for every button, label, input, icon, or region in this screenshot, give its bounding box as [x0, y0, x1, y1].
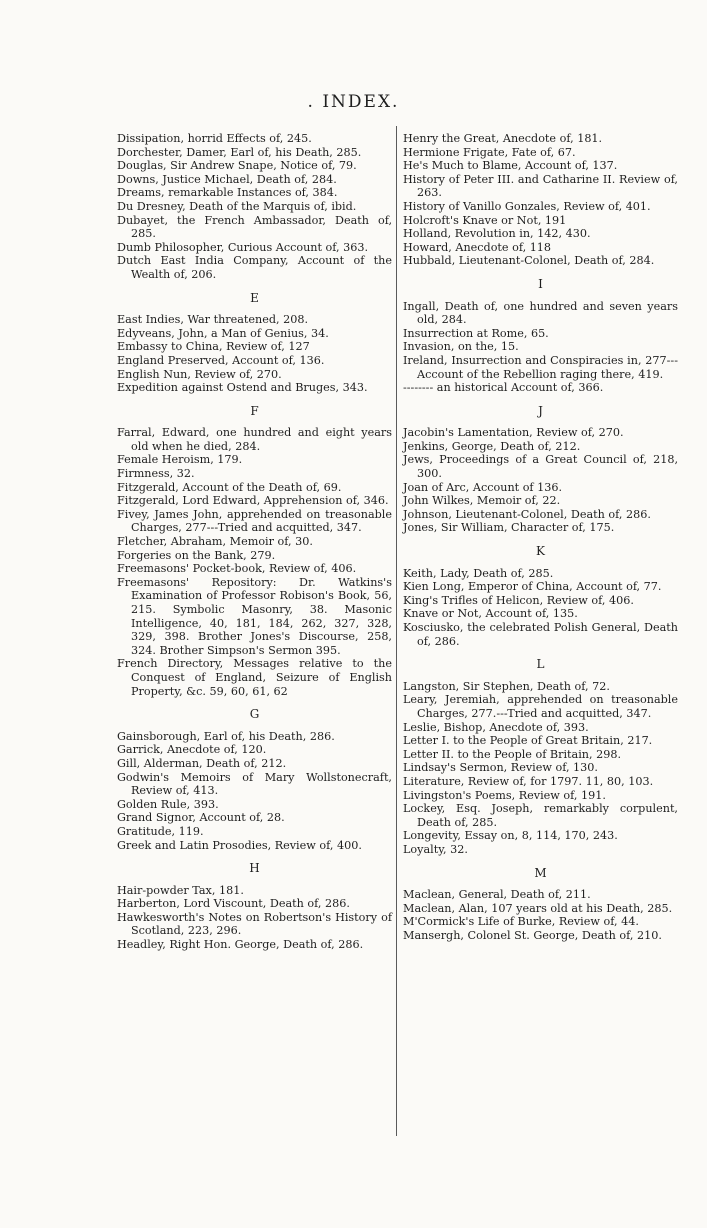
index-entry: Expedition against Ostend and Bruges, 343. — [117, 381, 368, 395]
index-entry: East Indies, War threatened, 208. — [117, 313, 309, 327]
index-entry: King's Trifles of Helicon, Review of, 406. — [403, 593, 634, 607]
section-letter: E — [250, 290, 259, 305]
index-entry: Kosciusko, the celebrated Polish General, Death of, 286. — [403, 621, 678, 648]
index-entry: Golden Rule, 393. — [117, 797, 219, 811]
index-entry: Jews, Proceedings of a Great Council of, 218, 300. — [403, 453, 678, 481]
index-entry: Freemasons' Pocket-book, Review of, 406. — [117, 562, 357, 576]
index-entry: Dubayet, the French Ambassador, Death of, 285. — [117, 213, 392, 241]
index-entry: Gill, Alderman, Death of, 212. — [117, 756, 287, 770]
index-entry: M'Cormick's Life of Burke, Review of, 44. — [403, 915, 639, 929]
index-entry: Headley, Right Hon. George, Death of, 286. — [117, 938, 364, 952]
index-entry: Holcroft's Knave or Not, 191 — [403, 213, 567, 227]
section-letter: I — [538, 276, 543, 291]
index-entry: Douglas, Sir Andrew Snape, Notice of, 79. — [117, 159, 357, 173]
index-entry: Female Heroism, 179. — [117, 453, 243, 467]
index-entry: Jenkins, George, Death of, 212. — [403, 439, 581, 453]
index-entry: Ingall, Death of, one hundred and seven years old, 284. — [403, 299, 678, 327]
index-entry: Fletcher, Abraham, Memoir of, 30. — [117, 535, 313, 549]
index-entry: History of Vanillo Gonzales, Review of, 401. — [403, 199, 651, 213]
index-entry: Dutch East India Company, Account of the Wealth of, 206. — [117, 254, 392, 281]
index-entry: Fitzgerald, Lord Edward, Apprehension of, 346. — [117, 494, 389, 508]
section-letter: H — [249, 861, 260, 876]
index-entry: Godwin's Memoirs of Mary Wollstonecraft, Review of, 413. — [117, 770, 392, 798]
index-entry: Knave or Not, Account of, 135. — [403, 607, 578, 621]
section-letter: K — [536, 544, 545, 559]
index-entry: Forgeries on the Bank, 279. — [117, 548, 276, 562]
index-entry: Grand Signor, Account of, 28. — [117, 811, 285, 825]
index-entry: English Nun, Review of, 270. — [117, 367, 282, 381]
index-entry: Langston, Sir Stephen, Death of, 72. — [403, 679, 610, 693]
section-letter: F — [250, 403, 259, 418]
index-entry: Edyveans, John, a Man of Genius, 34. — [117, 326, 329, 340]
index-entry: History of Peter III. and Catharine II. Review of, 263. — [403, 172, 678, 200]
index-entry: Lindsay's Sermon, Review of, 130. — [403, 761, 598, 775]
index-entry: -------- an historical Account of, 366. — [403, 381, 604, 395]
index-entry: Lockey, Esq. Joseph, remarkably corpulent, Death of, 285. — [403, 802, 678, 829]
index-entry: Ireland, Insurrection and Conspiracies in, 277---Account of the Rebellion raging there, 419. — [403, 353, 678, 381]
index-entry: Hawkesworth's Notes on Robertson's History of Scotland, 223, 296. — [117, 910, 392, 938]
index-entry: Joan of Arc, Account of 136. — [403, 480, 563, 494]
index-entry: Dissipation, horrid Effects of, 245. — [117, 132, 312, 145]
index-entry: Longevity, Essay on, 8, 114, 170, 243. — [403, 829, 618, 843]
index-entry: Jones, Sir William, Character of, 175. — [403, 521, 615, 535]
section-letter: L — [536, 657, 545, 672]
index-entry: He's Much to Blame, Account of, 137. — [403, 159, 618, 173]
index-entry: Garrick, Anecdote of, 120. — [117, 743, 267, 757]
index-entry: John Wilkes, Memoir of, 22. — [403, 494, 561, 508]
left-column — [117, 132, 392, 952]
index-entry: Keith, Lady, Death of, 285. — [403, 566, 554, 580]
index-entry: England Preserved, Account of, 136. — [117, 353, 325, 367]
index-entry: Hermione Frigate, Fate of, 67. — [403, 145, 576, 159]
index-entry: Mansergh, Colonel St. George, Death of, 210. — [403, 928, 662, 942]
index-entry: Maclean, General, Death of, 211. — [403, 888, 591, 902]
index-entry: Henry the Great, Anecdote of, 181. — [403, 132, 603, 145]
index-entry: Letter I. to the People of Great Britain, 217. — [403, 734, 653, 748]
section-letter: J — [538, 403, 543, 418]
index-entry: Johnson, Lieutenant-Colonel, Death of, 286. — [403, 507, 651, 521]
index-entry: Letter II. to the People of Britain, 298. — [403, 747, 622, 761]
index-entry: Literature, Review of, for 1797. 11, 80, 103. — [403, 774, 654, 788]
index-entry: Insurrection at Rome, 65. — [403, 326, 549, 340]
index-entry: Leslie, Bishop, Anecdote of, 393. — [403, 720, 589, 734]
index-entry: Kien Long, Emperor of China, Account of, 77. — [403, 580, 662, 594]
index-entry: Gainsborough, Earl of, his Death, 286. — [117, 729, 335, 743]
index-entry: Howard, Anecdote of, 118 — [403, 240, 552, 254]
index-entry: Greek and Latin Prosodies, Review of, 400. — [117, 838, 362, 852]
index-entry: Loyalty, 32. — [403, 842, 468, 856]
section-letter: G — [249, 707, 260, 722]
index-entry: Du Dresney, Death of the Marquis of, ibid. — [117, 199, 357, 213]
index-entry: Hair-powder Tax, 181. — [117, 883, 244, 897]
index-entry: Freemasons' Repository: Dr. Watkins's Examination of Professor Robison's Book, 56, 215. Symbolic Masonry, 38. Masonic Intelligence, 40, 181, 184, 262, 327, 328, 329, 398. Brother Jones's Discourse, 258, 324. Brother Simpson's Sermon 395. — [117, 575, 392, 657]
index-entry: Downs, Justice Michael, Death of, 284. — [117, 172, 337, 186]
index-entry: Dumb Philosopher, Curious Account of, 363. — [117, 240, 369, 254]
right-column — [403, 132, 678, 942]
index-entry: Fivey, James John, apprehended on treasonable Charges, 277---Tried and acquitted, 347. — [117, 507, 392, 535]
index-entry: Holland, Revolution in, 142, 430. — [403, 227, 591, 241]
index-entry: Firmness, 32. — [117, 467, 195, 481]
page-heading: . INDEX. — [307, 92, 400, 112]
section-letter: M — [534, 865, 547, 880]
index-entry: Invasion, on the, 15. — [403, 340, 519, 354]
index-entry: Livingston's Poems, Review of, 191. — [403, 788, 606, 802]
column-divider — [396, 126, 397, 1136]
index-entry: Embassy to China, Review of, 127 — [117, 340, 310, 354]
index-entry: Dreams, remarkable Instances of, 384. — [117, 186, 338, 200]
index-entry: Gratitude, 119. — [117, 824, 204, 838]
index-entry: Leary, Jeremiah, apprehended on treasonable Charges, 277.---Tried and acquitted, 347. — [403, 693, 678, 720]
index-entry: Harberton, Lord Viscount, Death of, 286. — [117, 897, 350, 911]
index-entry: Dorchester, Damer, Earl of, his Death, 285. — [117, 145, 362, 159]
index-entry: Fitzgerald, Account of the Death of, 69. — [117, 480, 342, 494]
index-entry: Jacobin's Lamentation, Review of, 270. — [403, 426, 624, 440]
index-entry: Maclean, Alan, 107 years old at his Death, 285. — [403, 901, 673, 915]
index-entry: French Directory, Messages relative to the Conquest of England, Seizure of English Property, &c. 59, 60, 61, 62 — [117, 657, 392, 698]
index-entry: Hubbald, Lieutenant-Colonel, Death of, 284. — [403, 254, 655, 268]
index-entry: Farral, Edward, one hundred and eight years old when he died, 284. — [117, 426, 392, 453]
